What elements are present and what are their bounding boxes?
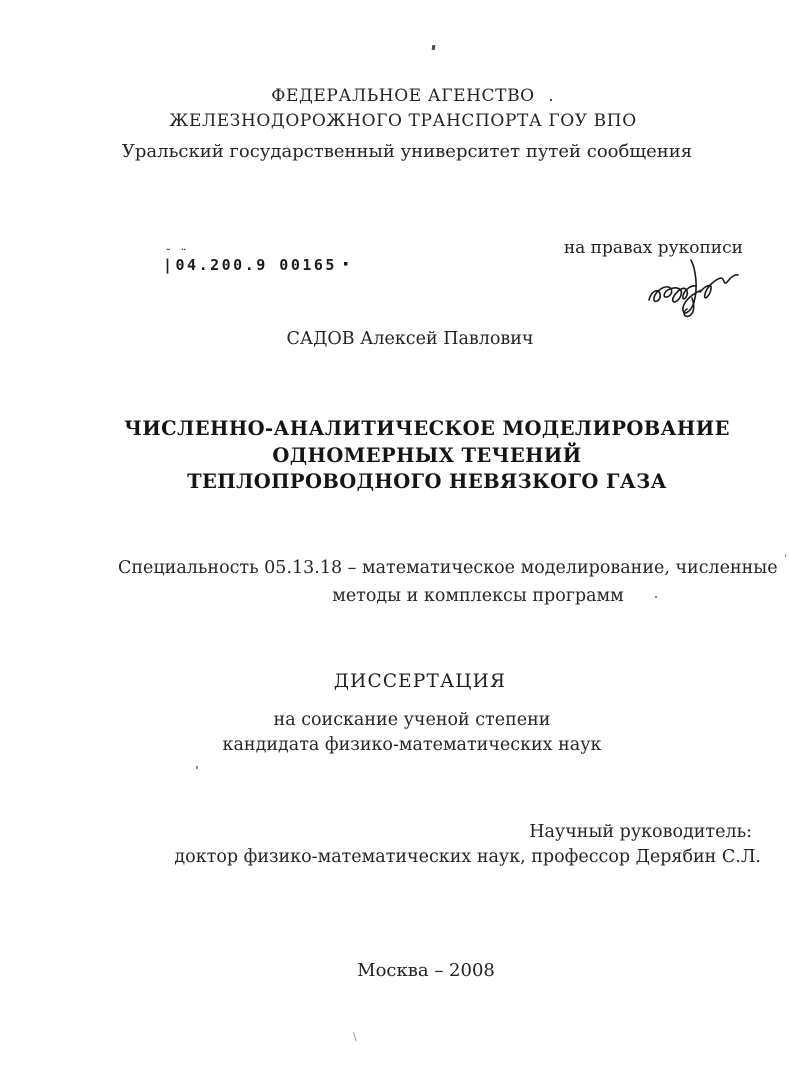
- stamp-prefix-mark: |: [163, 256, 175, 274]
- scan-speck: \: [353, 1030, 357, 1043]
- title-line-2: ОДНОМЕРНЫХ ТЕЧЕНИЙ: [272, 443, 582, 467]
- scan-speck: [432, 45, 436, 50]
- degree-line-2: кандидата физико-математических наук: [222, 734, 602, 755]
- header-university: Уральский государственный университет путей сообщения: [121, 141, 693, 162]
- title-line-1: ЧИСЛЕННО-АНАЛИТИЧЕСКОЕ МОДЕЛИРОВАНИЕ: [124, 417, 730, 440]
- title-line-3: ТЕПЛОПРОВОДНОГО НЕВЯЗКОГО ГАЗА: [187, 470, 667, 493]
- inventory-stamp: [163, 247, 351, 274]
- degree-line-1: на соискание ученой степени: [273, 710, 551, 730]
- manuscript-rights-note: на правах рукописи: [563, 238, 743, 258]
- supervisor-label: Научный руководитель:: [529, 822, 752, 842]
- supervisor-name: доктор физико-математических наук, профессор Дерябин С.Л.: [174, 847, 761, 867]
- specialty-line-1: Специальность 05.13.18 – математическое моделирование, численные: [118, 558, 778, 578]
- header-agency-line1: ФЕДЕРАЛЬНОЕ АГЕНСТВО: [271, 86, 535, 106]
- scan-speck: [550, 99, 552, 101]
- stamp-suffix-mark: ▪: [342, 259, 351, 269]
- stamp-number: 04.200.9 00165: [175, 256, 337, 274]
- dissertation-title: [62, 416, 792, 496]
- header-agency-line2: ЖЕЛЕЗНОДОРОЖНОГО ТРАНСПОРТА ГОУ ВПО: [169, 111, 637, 131]
- degree-block: [49, 708, 775, 757]
- scan-speck: ': [784, 552, 788, 566]
- stamp-overmarks: ˘ ¨: [165, 247, 188, 260]
- signature-icon: [645, 256, 740, 320]
- scan-speck: [196, 766, 198, 769]
- scan-speck: [655, 596, 657, 598]
- imprint-city-year: Москва – 2008: [357, 960, 495, 981]
- document-type: ДИССЕРТАЦИЯ: [333, 671, 507, 692]
- author-name: САДОВ Алексей Павлович: [286, 329, 534, 349]
- specialty-line-2: методы и комплексы программ: [332, 586, 624, 606]
